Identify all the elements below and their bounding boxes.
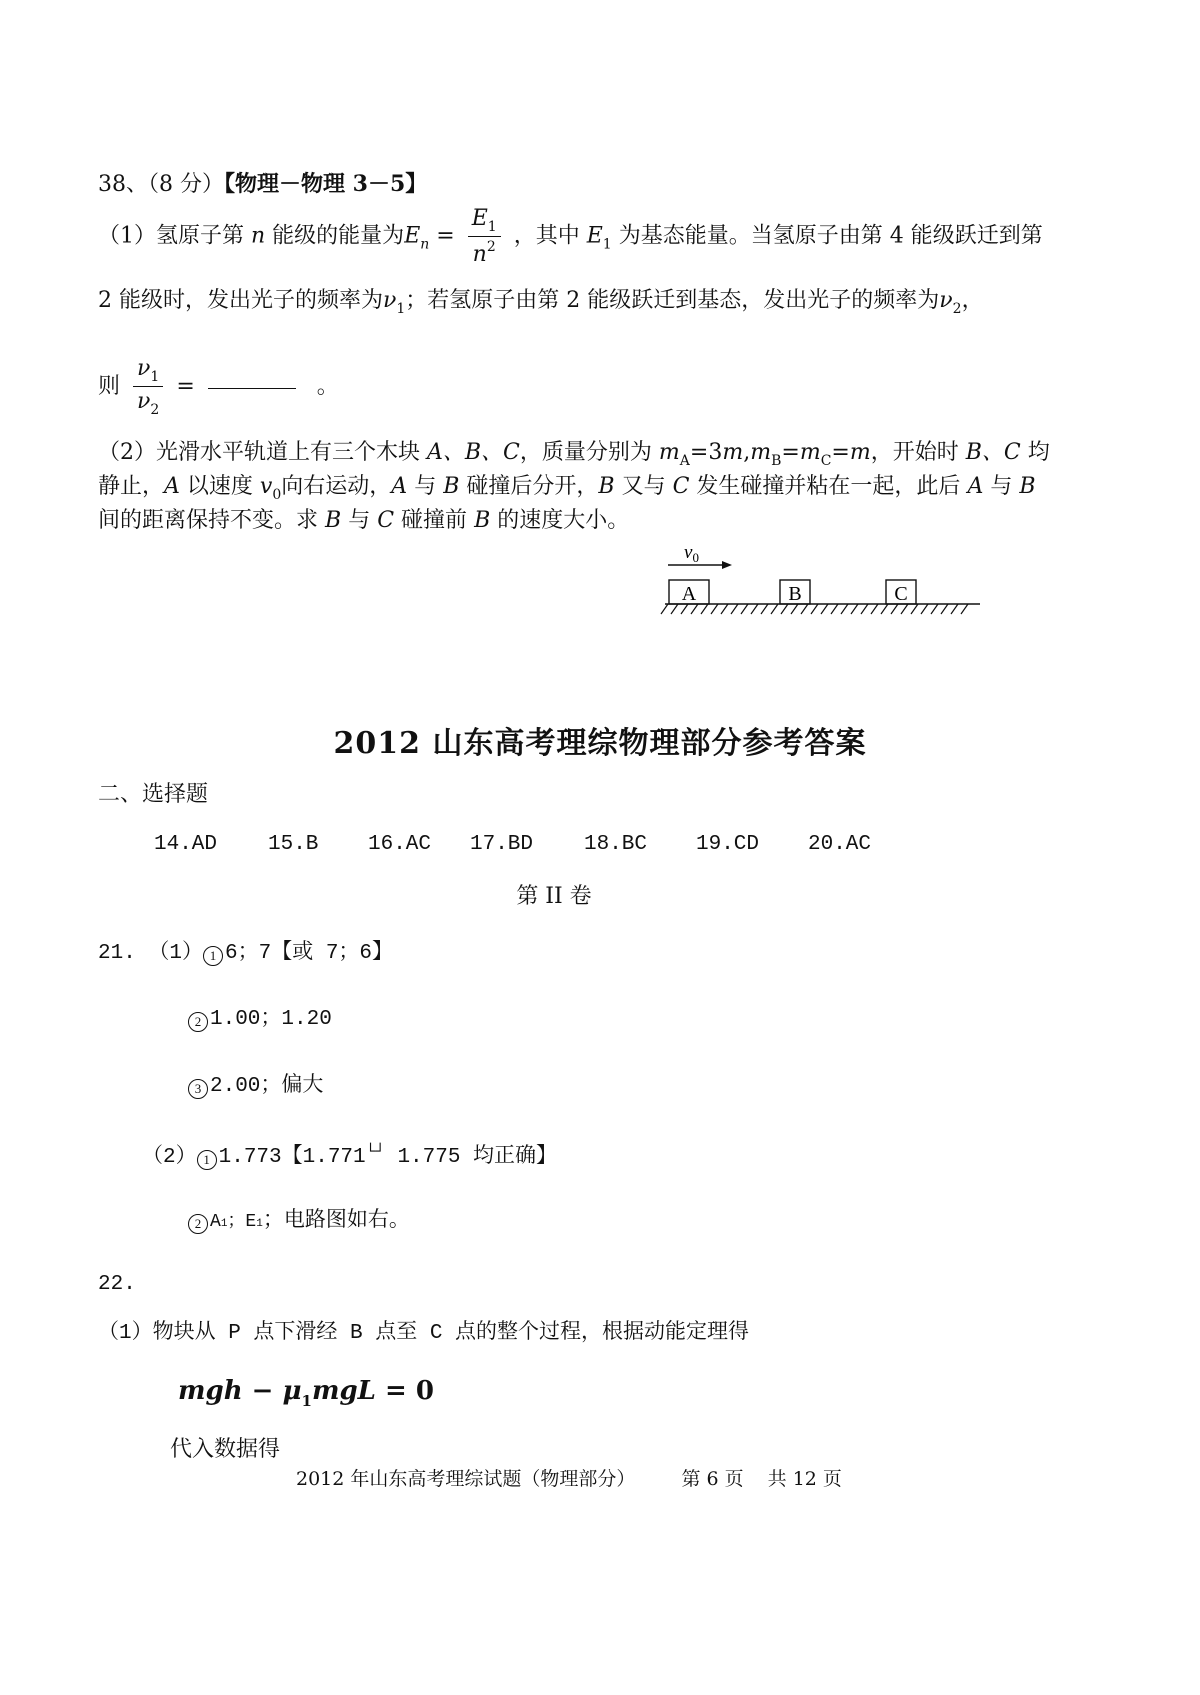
hatch-mark — [801, 604, 808, 614]
hatch-mark — [841, 604, 848, 614]
hatch-mark — [691, 604, 698, 614]
hatch-mark — [961, 604, 968, 614]
q22-heading: 22. — [98, 1273, 136, 1296]
hatch-mark — [701, 604, 708, 614]
q38-number: 38、（8 分） — [98, 172, 224, 197]
q38-header — [98, 172, 427, 197]
range-symbol: └┘ — [365, 1143, 385, 1161]
hatch-mark — [931, 604, 938, 614]
circled-number: 1 — [197, 1150, 217, 1170]
q21-part2-line1: （2） 1 1.773【1.771└┘ 1.775 均正确】 — [142, 1143, 558, 1169]
q22-part1-text: （1）物块从 P 点下滑经 B 点至 C 点的整个过程，根据动能定理得 — [98, 1322, 750, 1345]
hatch-mark — [861, 604, 868, 614]
circled-number: 1 — [203, 946, 223, 966]
hatch-mark — [761, 604, 768, 614]
q22-substitute-text: 代入数据得 — [170, 1437, 281, 1462]
choice-answer: 17.BD — [470, 833, 534, 856]
circled-number: 3 — [188, 1079, 208, 1099]
velocity-label: $v_0$ — [684, 542, 699, 565]
hatch-mark — [911, 604, 918, 614]
circled-number: 2 — [188, 1214, 208, 1234]
hatch-mark — [671, 604, 678, 614]
q38-part2-line3: 间的距离保持不变。求 B 与 C 碰撞前 B 的速度大小。 — [98, 508, 630, 533]
page-footer: 2012 年山东高考理综试题（物理部分） 第 6 页 共 12 页 — [296, 1468, 842, 1490]
hatch-mark — [851, 604, 858, 614]
block-b-label: B — [788, 583, 802, 605]
q21-part1-line1: 21. （1） 1 6；7【或 7；6】 — [98, 942, 394, 965]
section-choice-heading: 二、选择题 — [98, 782, 209, 807]
q38-part2-line2: 静止，A 以速度 $v_0$向右运动，A 与 B 碰撞后分开，B 又与 C 发生碰撞并粘在一起，此后 A 与 B — [98, 474, 1036, 503]
hatch-mark — [821, 604, 828, 614]
hatch-mark — [731, 604, 738, 614]
hatch-mark — [771, 604, 778, 614]
hatch-mark — [781, 604, 788, 614]
block-c-label: C — [894, 583, 908, 605]
hatch-mark — [951, 604, 958, 614]
circled-number: 2 — [188, 1012, 208, 1032]
ground-hatching — [661, 604, 968, 614]
energy-fraction: $\frac{E_1}{n^2}$ — [468, 206, 501, 267]
q38-part1-line2: 2 能级时，发出光子的频率为$\nu_1$；若氢原子由第 2 能级跃迁到基态，发出光子的频率为$\nu_2$， — [98, 288, 984, 317]
hatch-mark — [871, 604, 878, 614]
frequency-ratio: $\frac{\nu_1}{\nu_2}$ — [133, 356, 163, 418]
q38-part2-line1: （2）光滑水平轨道上有三个木块 A、B、C，质量分别为 $m_A=3m,m_B=m_C=m$，开始时 B、C 均 — [98, 440, 1050, 469]
velocity-arrowhead — [722, 561, 732, 569]
choice-answer: 14.AD — [154, 833, 218, 856]
q21-part1-line3: 3 2.00；偏大 — [188, 1075, 323, 1099]
q21-part1-line2: 2 1.00；1.20 — [188, 1008, 332, 1032]
hatch-mark — [921, 604, 928, 614]
choice-answer: 16.AC — [368, 833, 432, 856]
volume-2-heading: 第 II 卷 — [516, 884, 592, 909]
choice-answer: 15.B — [268, 833, 319, 856]
hatch-mark — [941, 604, 948, 614]
hatch-mark — [891, 604, 898, 614]
hatch-mark — [721, 604, 728, 614]
hatch-mark — [791, 604, 798, 614]
choice-answer: 19.CD — [696, 833, 760, 856]
answers-title: 2012 山东高考理综物理部分参考答案 — [333, 726, 867, 761]
choice-answer: 18.BC — [584, 833, 648, 856]
hatch-mark — [711, 604, 718, 614]
blocks-figure — [650, 540, 990, 635]
q22-equation: mgh − μ1mgL = 0 — [178, 1376, 434, 1410]
hatch-mark — [811, 604, 818, 614]
answer-blank — [208, 386, 296, 389]
hatch-mark — [681, 604, 688, 614]
q38-part1-line3: 则 $\frac{\nu_1}{\nu_2}$ = 。 — [98, 356, 339, 419]
hatch-mark — [881, 604, 888, 614]
q38-title: 【物理－物理 3－5】 — [224, 171, 428, 197]
hatch-mark — [751, 604, 758, 614]
q38-part1-line1: （1）氢原子第 n 能级的能量为$E_n$ = $\frac{E_1}{n^2}$ ，其中 $E_1$ 为基态能量。当氢原子由第 4 能级跃迁到第 — [98, 206, 1043, 268]
hatch-mark — [901, 604, 908, 614]
hatch-mark — [741, 604, 748, 614]
choice-answer: 20.AC — [808, 833, 872, 856]
q21-part2-line2: 2 A1；E1；电路图如右。 — [188, 1210, 410, 1234]
block-a-label: A — [681, 583, 697, 605]
hatch-mark — [831, 604, 838, 614]
hatch-mark — [661, 604, 668, 614]
